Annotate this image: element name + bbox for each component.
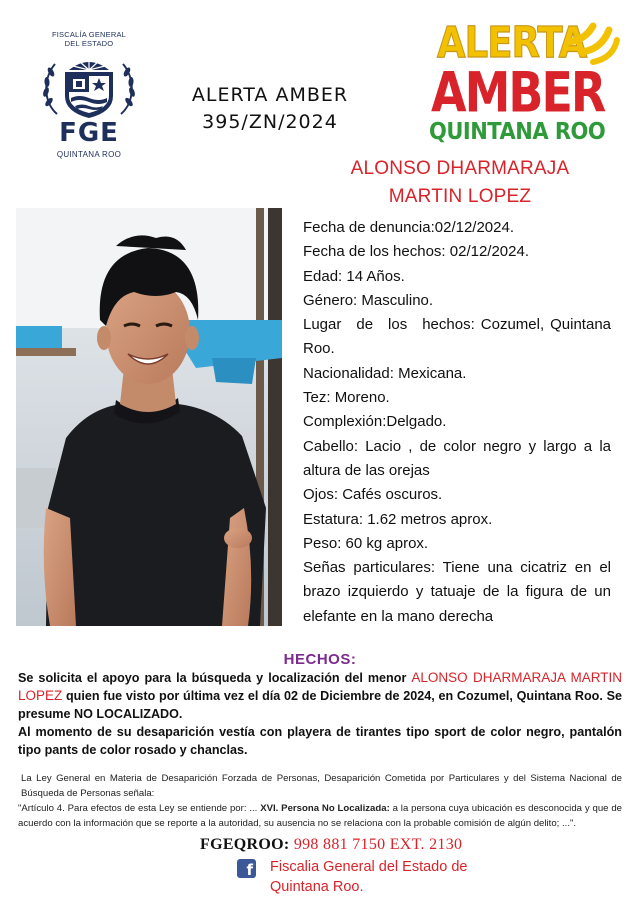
detail-peso bbox=[303, 532, 611, 556]
fge-logo-top-text bbox=[30, 30, 148, 48]
detail-edad bbox=[303, 265, 611, 289]
hechos-heading: HECHOS: bbox=[283, 651, 357, 668]
state-seal-icon bbox=[35, 50, 143, 122]
detail-value: Cozumel, Quintana Roo. bbox=[303, 316, 611, 358]
detail-value: Moreno. bbox=[334, 389, 390, 407]
detail-label: Lugar de los hechos: bbox=[303, 316, 475, 334]
detail-label: Género: bbox=[303, 291, 358, 309]
detail-value: 1.62 metros aprox. bbox=[367, 510, 493, 528]
hechos-p1-start: Se solicita el apoyo para la búsqueda y localización del menor bbox=[18, 671, 412, 685]
detail-value: Tiene una cicatriz en el brazo izquierdo y tatuaje de la figura de un elefante en la mano derecha bbox=[303, 559, 611, 625]
detail-value: 02/12/2024. bbox=[434, 219, 515, 236]
detail-value: Lacio , de color negro y largo a la altura de las orejas bbox=[303, 437, 611, 479]
detail-genero bbox=[303, 289, 611, 313]
org-line1: Fiscalia General del Estado de bbox=[270, 859, 468, 875]
hechos-person-name: ALONSO DHARMARAJA MARTIN LOPEZ bbox=[18, 670, 622, 703]
legal-citation bbox=[18, 771, 622, 831]
detail-label: Nacionalidad: bbox=[303, 364, 394, 382]
contact-phone bbox=[200, 836, 462, 854]
hechos-p1-end: quien fue visto por última vez el día 02 de Diciembre de 2024, en Cozumel, Quintana Roo. Se presume NO LOCALIZADO. bbox=[18, 689, 622, 721]
detail-value: Masculino. bbox=[361, 291, 434, 309]
phone-number[interactable]: 998 881 7150 EXT. 2130 bbox=[289, 836, 463, 853]
fge-bottom-text: QUINTANA ROO bbox=[56, 150, 122, 159]
missing-person-photo bbox=[16, 208, 282, 626]
detail-value: 02/12/2024. bbox=[449, 243, 530, 261]
facebook-page-name[interactable] bbox=[270, 857, 500, 897]
detail-value: 60 kg aprox. bbox=[345, 534, 429, 552]
detail-complexion bbox=[303, 410, 611, 434]
fge-logo bbox=[30, 30, 148, 170]
name-line1: ALONSO DHARMARAJA bbox=[350, 158, 570, 179]
law-quote bbox=[18, 801, 622, 831]
law-quote-term: XVI. Persona No Localizada: bbox=[260, 803, 390, 814]
person-details bbox=[303, 216, 611, 629]
facebook-icon[interactable]: f bbox=[237, 859, 256, 878]
law-quote-end: a la persona cuya ubicación es desconocida y que de acuerdo con la información que se reporte a la autoridad, su ausencia no se relaciona con la probable comisión de algún delito; ...". bbox=[18, 803, 623, 829]
law-intro: La Ley General en Materia de Desaparición Forzada de Personas, Desaparición Cometida por Particulares y del Sistema Nacional de Búsqueda de Personas señala: bbox=[21, 773, 622, 799]
detail-value: 14 Años. bbox=[346, 267, 405, 285]
detail-value: Mexicana. bbox=[398, 364, 467, 382]
alert-code bbox=[170, 82, 370, 136]
hechos-paragraph-1 bbox=[18, 669, 622, 723]
alert-number: 395/ZN/2024 bbox=[202, 111, 338, 133]
amber-logo-word-alerta: ALERTA bbox=[437, 18, 587, 68]
detail-senas bbox=[303, 556, 611, 629]
fge-letters: FGE bbox=[59, 118, 119, 148]
detail-label: Estatura: bbox=[303, 510, 364, 528]
detail-value: Cafés oscuros. bbox=[342, 486, 443, 504]
detail-label: Edad: bbox=[303, 267, 343, 285]
detail-nacionalidad bbox=[303, 362, 611, 386]
detail-estatura bbox=[303, 508, 611, 532]
hechos-paragraph-2: Al momento de su desaparición vestía con playera de tirantes tipo sport de color negro, pantalón tipo pants de color rosado y chanclas. bbox=[18, 725, 622, 757]
amber-logo-word-state: QUINTANA ROO bbox=[429, 118, 606, 145]
fge-top-line1: FISCALÍA GENERAL bbox=[51, 30, 127, 39]
fge-top-line2: DEL ESTADO bbox=[64, 39, 114, 48]
hechos-text bbox=[18, 669, 622, 759]
detail-value: Delgado. bbox=[386, 413, 447, 431]
missing-person-name bbox=[300, 155, 620, 211]
detail-fecha-hechos bbox=[303, 240, 611, 264]
detail-cabello bbox=[303, 435, 611, 484]
phone-label: FGEQROO: bbox=[200, 836, 290, 853]
detail-fecha-denuncia bbox=[303, 216, 611, 240]
detail-label: Complexión: bbox=[303, 413, 387, 431]
detail-label: Señas particulares: bbox=[303, 559, 436, 577]
detail-tez bbox=[303, 386, 611, 410]
law-quote-start: "Artículo 4. Para efectos de esta Ley se entiende por: ... bbox=[18, 803, 261, 814]
detail-label: Ojos: bbox=[303, 486, 339, 504]
org-line2: Quintana Roo. bbox=[270, 879, 364, 895]
alert-title: ALERTA AMBER bbox=[191, 84, 349, 106]
detail-label: Peso: bbox=[303, 534, 342, 552]
name-line2: MARTIN LOPEZ bbox=[388, 186, 532, 207]
detail-label: Cabello: bbox=[303, 437, 359, 455]
detail-ojos bbox=[303, 483, 611, 507]
detail-label: Fecha de los hechos: bbox=[303, 243, 446, 261]
detail-label: Tez: bbox=[303, 389, 331, 407]
alerta-amber-logo bbox=[425, 18, 620, 150]
detail-label: Fecha de denuncia: bbox=[303, 219, 435, 236]
detail-lugar bbox=[303, 313, 611, 362]
amber-logo-word-amber: AMBER bbox=[431, 60, 605, 125]
